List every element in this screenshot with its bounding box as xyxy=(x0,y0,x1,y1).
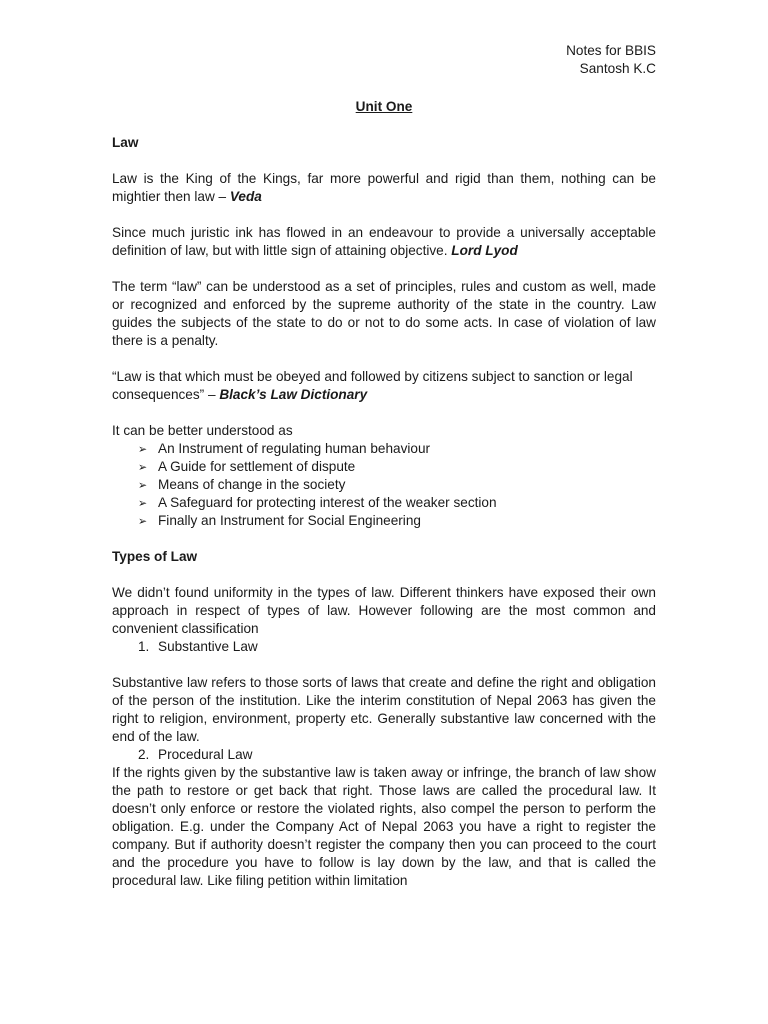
arrow-bullet-icon: ➢ xyxy=(138,442,148,456)
header-author: Santosh K.C xyxy=(579,61,656,76)
list-item xyxy=(138,494,656,512)
document-header xyxy=(112,42,656,78)
header-course: Notes for BBIS xyxy=(566,43,656,58)
types-list-1 xyxy=(112,638,656,656)
types-intro-paragraph: We didn’t found uniformity in the types of law. Different thinkers have exposed their own approach in respect of types of law. However following are the most common and convenient classification xyxy=(112,585,656,636)
law-paragraph-lord-lyod xyxy=(112,224,656,260)
arrow-bullet-icon: ➢ xyxy=(138,496,148,510)
law-paragraph-lord-lyod-text: Since much juristic ink has flowed in an endeavour to provide a universally acceptable definition of law, but with little sign of attaining objective. xyxy=(112,225,656,258)
veda-source: Veda xyxy=(229,189,262,204)
list-item-text: Procedural Law xyxy=(158,747,253,762)
list-item xyxy=(138,638,656,656)
arrow-bullet-icon: ➢ xyxy=(138,460,148,474)
law-paragraph-veda xyxy=(112,170,656,206)
list-intro: It can be better understood as xyxy=(112,423,293,438)
law-paragraph-veda-text: Law is the King of the Kings, far more powerful and rigid than them, nothing can be mightier then law – xyxy=(112,171,656,204)
list-item xyxy=(138,746,656,764)
procedural-law-paragraph: If the rights given by the substantive law is taken away or infringe, the branch of law show the path to restore or get back that right. Those laws are called the procedural law. It doesn’t only enforce or restore the violated rights, also compel the person to perform the obligation. E.g. under the Company Act of Nepal 2063 you have a right to register the company. But if authority doesn’t register the company then you can proceed to the court and the procedure you have to follow is lay down by the law, and that is called the procedural law. Like filing petition within limitation xyxy=(112,765,656,888)
list-item xyxy=(138,440,656,458)
law-bullet-list xyxy=(112,440,656,530)
substantive-law-paragraph: Substantive law refers to those sorts of laws that create and define the right and obligation of the person of the institution. Like the interim constitution of Nepal 2063 has given the right to religion, environment, property etc. Generally substantive law concerned with the end of the law. xyxy=(112,675,656,744)
law-paragraph-blacks-text: “Law is that which must be obeyed and followed by citizens subject to sanction or legal consequences” – xyxy=(112,369,633,402)
list-item-number: 1. xyxy=(138,639,150,654)
list-item-text: A Guide for settlement of dispute xyxy=(158,459,356,474)
list-item-text: Substantive Law xyxy=(158,639,258,654)
unit-title: Unit One xyxy=(355,99,413,114)
types-of-law-heading: Types of Law xyxy=(112,549,198,564)
list-item xyxy=(138,476,656,494)
arrow-bullet-icon: ➢ xyxy=(138,514,148,528)
law-paragraph-definition: The term “law” can be understood as a set of principles, rules and custom as well, made or recognized and enforced by the supreme authority of the state in the country. Law guides the subjects of the state to do or not to do some acts. In case of violation of law there is a penalty. xyxy=(112,279,656,348)
arrow-bullet-icon: ➢ xyxy=(138,478,148,492)
law-paragraph-blacks xyxy=(112,368,656,404)
list-item-text: Means of change in the society xyxy=(158,477,346,492)
list-item xyxy=(138,512,656,530)
list-item-number: 2. xyxy=(138,747,150,762)
list-item-text: Finally an Instrument for Social Engineering xyxy=(158,513,421,528)
list-item-text: An Instrument of regulating human behaviour xyxy=(158,441,431,456)
list-item-text: A Safeguard for protecting interest of the weaker section xyxy=(158,495,497,510)
document-page xyxy=(112,42,656,890)
blacks-source: Black’s Law Dictionary xyxy=(219,387,368,402)
types-list-2 xyxy=(112,746,656,764)
lord-lyod-source: Lord Lyod xyxy=(451,243,518,258)
list-item xyxy=(138,458,656,476)
law-heading: Law xyxy=(112,135,139,150)
